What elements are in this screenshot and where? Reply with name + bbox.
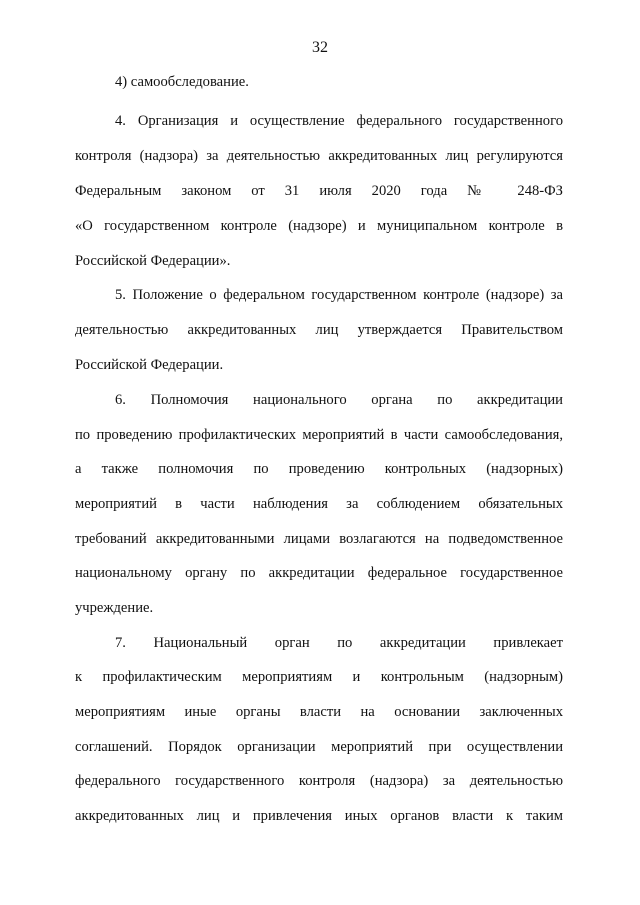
text-line: аккредитованных лиц и привлечения иных органов власти к таким [75, 808, 563, 824]
page-number: 32 [312, 39, 328, 56]
text-line: 7. Национальный орган по аккредитации привлекает [115, 635, 563, 651]
text-line: Федеральным законом от 31 июля 2020 года № 248-ФЗ [75, 183, 563, 199]
text-line: 4. Организация и осуществление федерального государственного [115, 113, 563, 129]
text-line: Российской Федерации». [75, 253, 231, 269]
text-line: Российской Федерации. [75, 357, 224, 373]
text-line: требований аккредитованными лицами возлагаются на подведомственное [75, 531, 563, 547]
text-line: по проведению профилактических мероприятий в части самообследования, [75, 427, 563, 443]
text-line: 6. Полномочия национального органа по аккредитации [115, 392, 563, 408]
text-line: национальному органу по аккредитации федеральное государственное [75, 565, 563, 581]
text-line: соглашений. Порядок организации мероприятий при осуществлении [75, 739, 563, 755]
text-line: мероприятиям иные органы власти на основании заключенных [75, 704, 563, 720]
text-line: деятельностью аккредитованных лиц утверждается Правительством [75, 322, 563, 338]
text-line: федерального государственного контроля (надзора) за деятельностью [75, 773, 563, 789]
text-line: 5. Положение о федеральном государственном контроле (надзоре) за [115, 287, 563, 303]
text-line: мероприятий в части наблюдения за соблюдением обязательных [75, 496, 563, 512]
text-line: 4) самообследование. [115, 74, 249, 90]
text-line: контроля (надзора) за деятельностью аккредитованных лиц регулируются [75, 148, 563, 164]
text-line: «О государственном контроле (надзоре) и муниципальном контроле в [75, 218, 563, 234]
text-line: к профилактическим мероприятиям и контрольным (надзорным) [75, 669, 563, 685]
text-line: а также полномочия по проведению контрольных (надзорных) [75, 461, 563, 477]
text-line: учреждение. [75, 600, 154, 616]
